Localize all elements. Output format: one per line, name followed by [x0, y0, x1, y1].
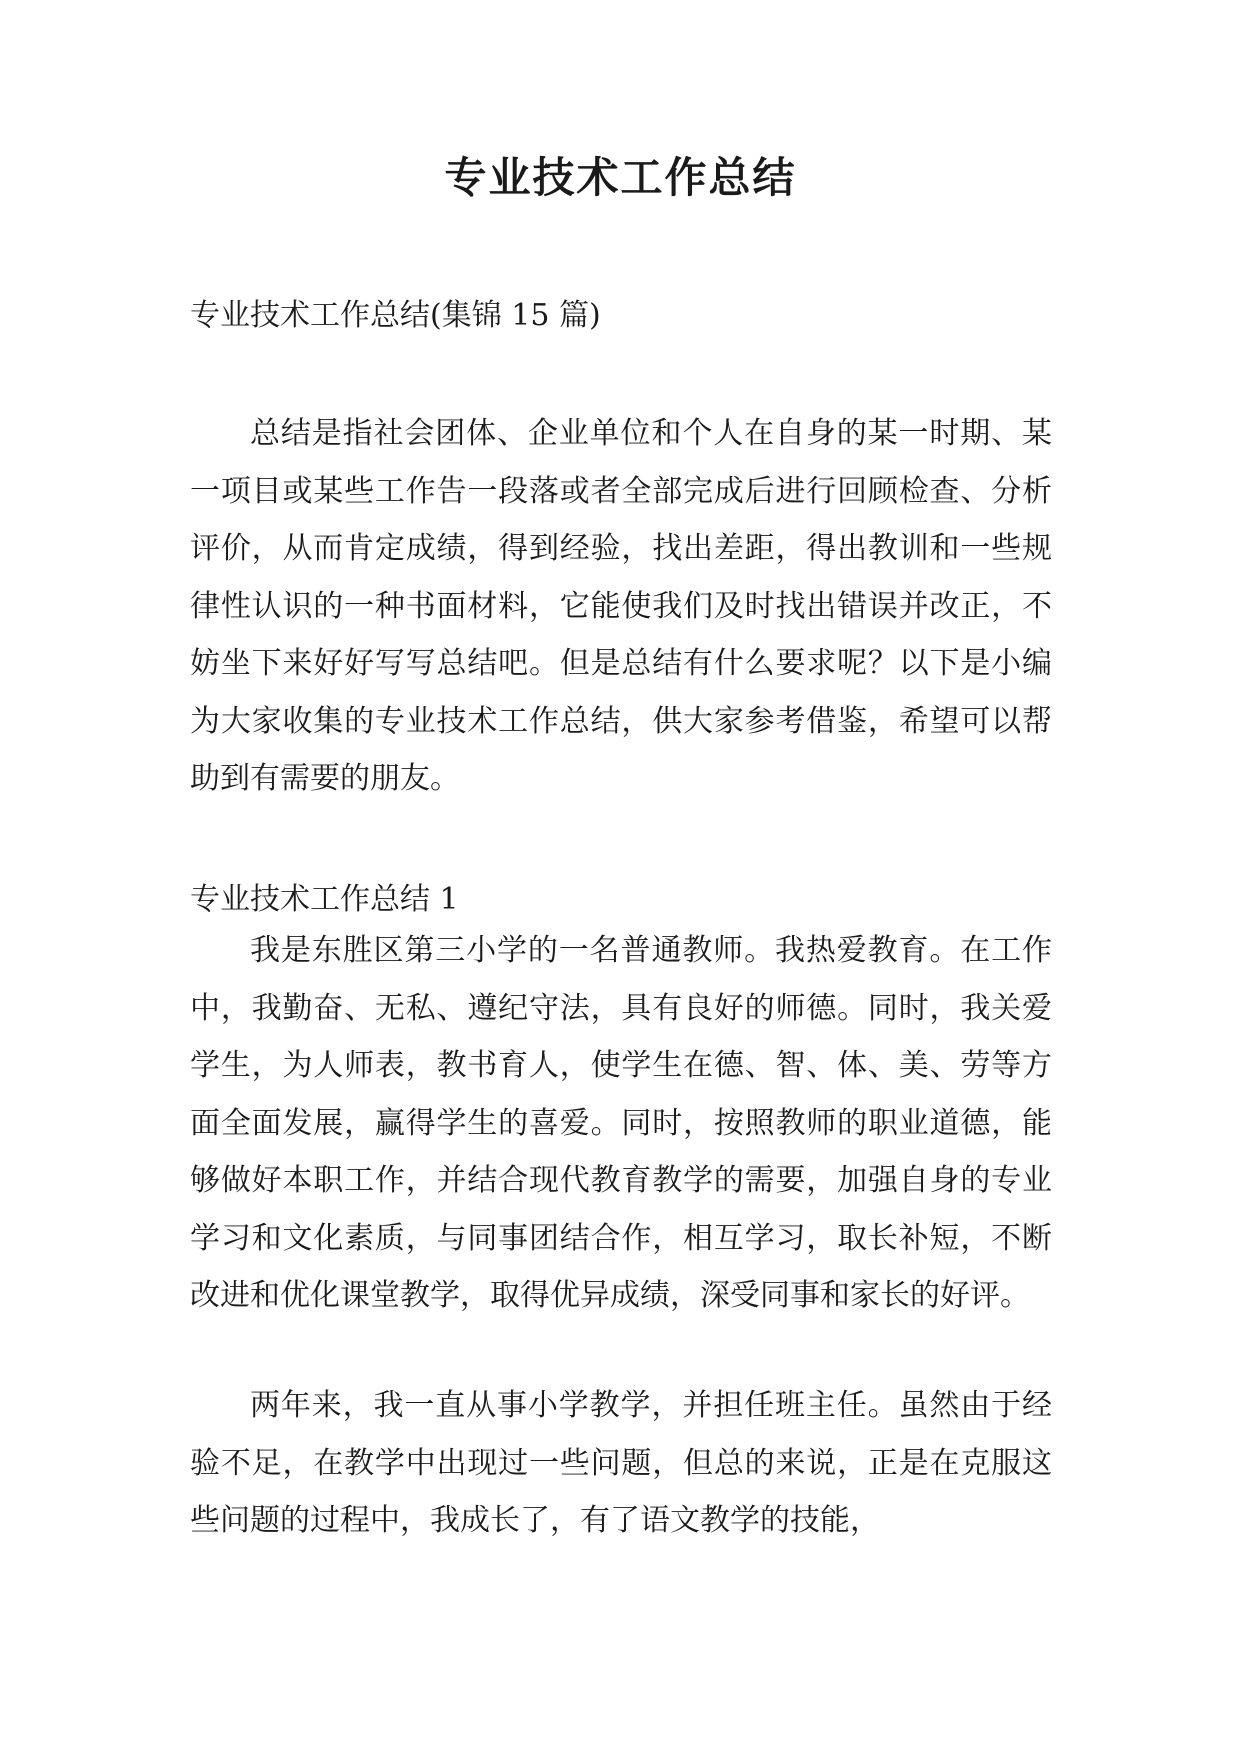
section-1-paragraph-2: 两年来，我一直从事小学教学，并担任班主任。虽然由于经验不足，在教学中出现过一些问题，但总的来说，正是在克服这些问题的过程中，我成长了，有了语文教学的技能， — [190, 1388, 1052, 1538]
section-heading-1: 专业技术工作总结 1 — [190, 882, 459, 917]
document-title: 专业技术工作总结 — [444, 153, 797, 202]
intro-paragraph: 总结是指社会团体、企业单位和个人在自身的某一时期、某一项目或某些工作告一段落或者全部完成后进行回顾检查、分析评价，从而肯定成绩，得到经验，找出差距，得出教训和一些规律性认识的一种书面材料，它能使我们及时找出错误并改正，不妨坐下来好好写写总结吧。但是总结有什么要求呢？以下是小编为大家收集的专业技术工作总结，供大家参考借鉴，希望可以帮助到有需要的朋友。 — [190, 416, 1052, 796]
document-subtitle: 专业技术工作总结(集锦 15 篇) — [190, 298, 601, 333]
section-1-paragraph-1: 我是东胜区第三小学的一名普通教师。我热爱教育。在工作中，我勤奋、无私、遵纪守法，具有良好的师德。同时，我关爱学生，为人师表，教书育人，使学生在德、智、体、美、劳等方面全面发展，赢得学生的喜爱。同时，按照教师的职业道德，能够做好本职工作，并结合现代教育教学的需要，加强自身的专业学习和文化素质，与同事团结合作，相互学习，取长补短，不断改进和优化课堂教学，取得优异成绩，深受同事和家长的好评。 — [190, 933, 1052, 1313]
